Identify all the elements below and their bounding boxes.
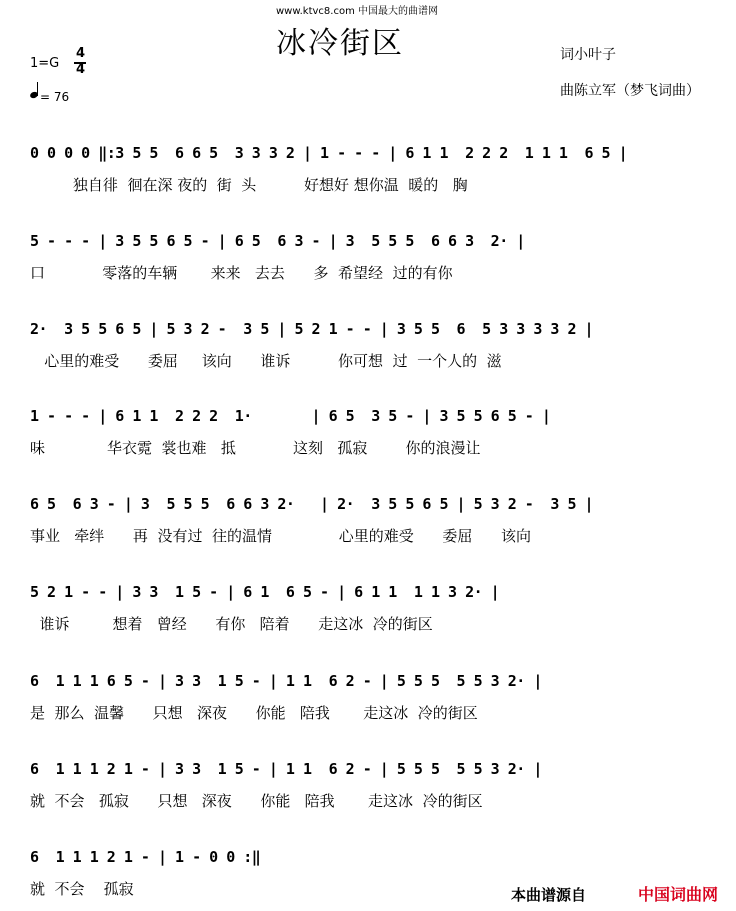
score-notes: 1 - - - | 6 1 1 2 2 2 1· | 6 5 3 5 - | 3 5 5 6 5 - |: [30, 407, 551, 425]
score-notes: 5 - - - | 3 5 5 6 5 - | 6 5 6 3 - | 3 5 5 5 6 6 3 2· |: [30, 232, 525, 250]
time-signature-bottom: 4: [76, 62, 86, 77]
score-lyrics: 是 那么 温馨 只想 深夜 你能 陪我 走这冰 冷的街区: [30, 704, 478, 722]
score-lyrics: 味 华衣霓 裳也难 抵 这刻 孤寂 你的浪漫让: [30, 439, 481, 457]
site-url: www.ktvc8.com 中国最大的曲谱网: [276, 6, 439, 17]
score-lyrics: 独自徘 徊在深 夜的 街 头 好想好 想你温 暖的 胸: [30, 176, 468, 194]
score-notes: 5 2 1 - - | 3 3 1 5 - | 6 1 6 5 - | 6 1 1 1 1 3 2· |: [30, 583, 500, 601]
tempo: = 76: [40, 90, 70, 104]
score-lyrics: 心里的难受 委屈 该向 谁诉 你可想 过 一个人的 滋: [30, 352, 502, 370]
score-lyrics: 就 不会 孤寂: [30, 880, 134, 898]
score-lyrics: 就 不会 孤寂 只想 深夜 你能 陪我 走这冰 冷的街区: [30, 792, 483, 810]
score-notes: 6 1 1 1 2 1 - | 3 3 1 5 - | 1 1 6 2 - | 5 5 5 5 5 3 2· |: [30, 760, 542, 778]
footer-source-label: 本曲谱源自: [510, 886, 586, 904]
lyricist: 词小叶子: [560, 47, 616, 63]
score-notes: 6 1 1 1 2 1 - | 1 - 0 0 :‖: [30, 848, 261, 866]
score-lyrics: 口 零落的车辆 来来 去去 多 希望经 过的有你: [30, 264, 453, 282]
key-signature: 1=G: [30, 56, 60, 71]
composer: 曲陈立军（梦飞词曲）: [560, 83, 700, 99]
footer-brand[interactable]: 中国词曲网: [637, 885, 718, 904]
score-notes: 2· 3 5 5 6 5 | 5 3 2 - 3 5 | 5 2 1 - - | 3 5 5 6 5 3 3 3 3 2 |: [30, 320, 594, 338]
score-notes: 6 1 1 1 6 5 - | 3 3 1 5 - | 1 1 6 2 - | 5 5 5 5 5 3 2· |: [30, 672, 542, 690]
score-notes: 6 5 6 3 - | 3 5 5 5 6 6 3 2· | 2· 3 5 5 6 5 | 5 3 2 - 3 5 |: [30, 495, 594, 513]
score-lyrics: 谁诉 想着 曾经 有你 陪着 走这冰 冷的街区: [30, 615, 433, 633]
page-title: 冰冷街区: [276, 26, 404, 61]
score-lyrics: 事业 牵绊 再 没有过 往的温情 心里的难受 委屈 该向: [30, 527, 531, 545]
time-signature-top: 4: [76, 46, 86, 61]
score-notes: 0 0 0 0 ‖:3 5 5 6 6 5 3 3 3 2 | 1 - - - | 6 1 1 2 2 2 1 1 1 6 5 |: [30, 144, 628, 162]
